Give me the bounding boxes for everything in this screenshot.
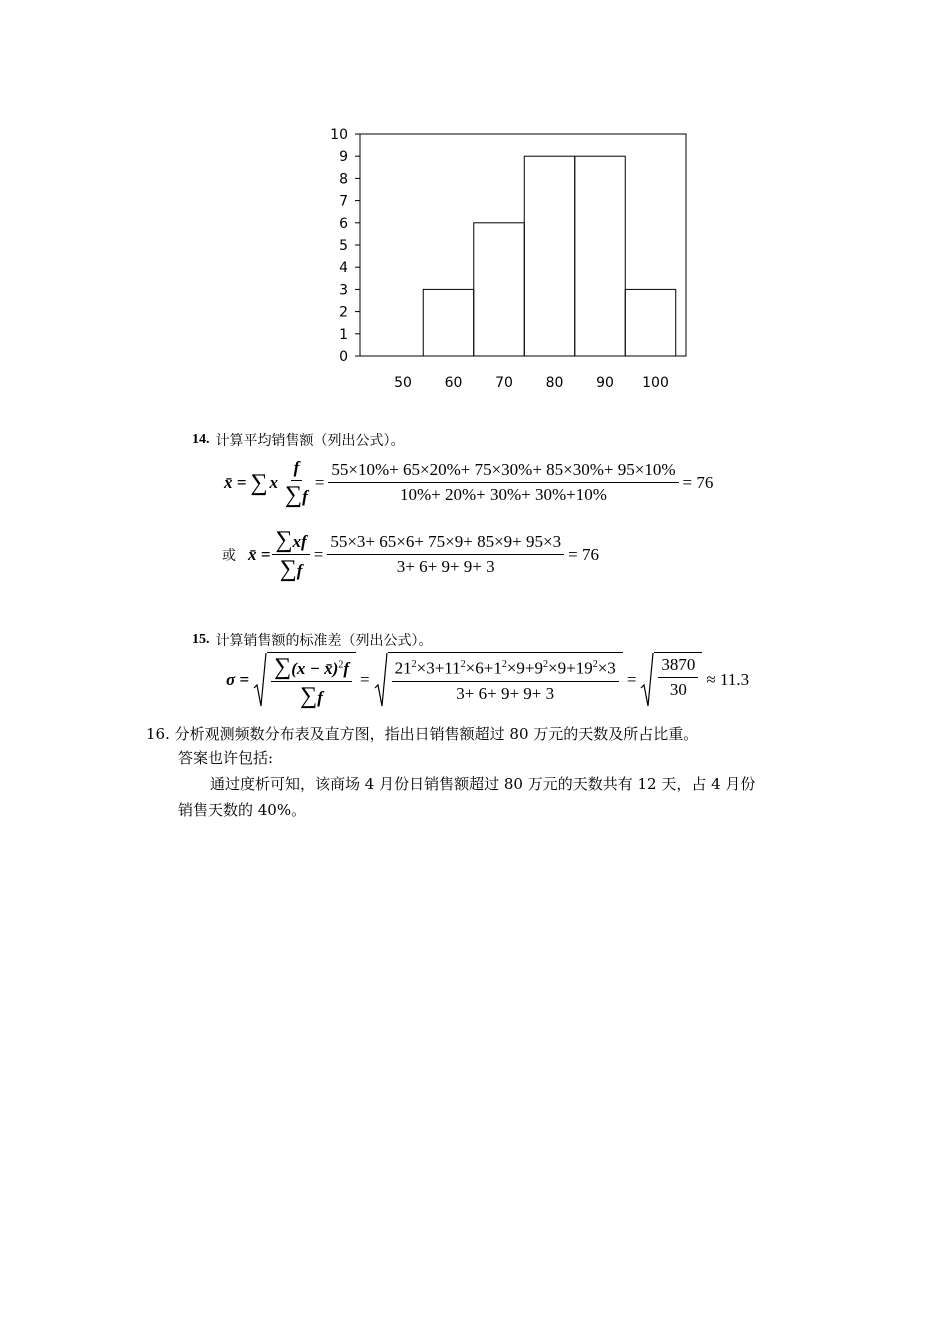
sum-symbol: ∑ xyxy=(279,556,297,582)
weight-fraction xyxy=(282,458,311,507)
variable-x: x xyxy=(269,472,279,492)
histogram-chart xyxy=(320,122,700,402)
mean-fraction-counts xyxy=(327,532,564,577)
y-tick-label: 6 xyxy=(339,215,348,232)
sum-symbol: ∑ xyxy=(275,527,293,553)
fraction-denominator: 3+ 6+ 9+ 9+ 3 xyxy=(456,683,555,703)
radical-sign xyxy=(374,652,388,708)
sum-symbol: ∑ xyxy=(285,482,303,508)
fraction-numerator: 55×10%+ 65×20%+ 75×30%+ 85×30%+ 95×10% xyxy=(328,460,678,483)
mean-formula-1: x̄ = ∑ x $\frac{f}{\sum f}$ = $\frac{55\times 10\%+ 65\times 20\%+ 75\times 30\%+ 85\times 30\%+ 95\times 10\%}{10\%+ 20\%+ 30\%+ 30\%+10\%}$ = 76 xyxy=(224,458,714,508)
question-text: 计算销售额的标准差（列出公式）。 xyxy=(215,633,433,649)
weighted-fraction-symbolic xyxy=(272,528,309,581)
mean-lhs: x̄ = xyxy=(224,472,247,492)
exponent: 2 xyxy=(338,659,344,671)
variable-f: f xyxy=(302,487,308,506)
variable-f: f xyxy=(296,561,303,580)
variable-f: f xyxy=(343,659,350,678)
fraction-numerator: 55×3+ 65×6+ 75×9+ 85×9+ 95×3 xyxy=(327,532,564,555)
radical-sign xyxy=(253,652,267,708)
fraction-numerator: $21^2\times 3+11^2\times 6+1^2\times 9+9^2\times 9+19^2\times 3$ xyxy=(392,655,619,682)
y-tick-label: 2 xyxy=(339,304,348,321)
equals: = xyxy=(626,670,637,689)
variable-f: f xyxy=(317,688,323,707)
x-tick-label: 70 xyxy=(495,375,513,391)
deviation-expr: (x − x̄) xyxy=(291,659,339,678)
y-tick-label: 3 xyxy=(339,282,348,299)
histogram-bar xyxy=(524,156,575,356)
fraction-denominator: 10%+ 20%+ 30%+ 30%+10% xyxy=(400,485,607,504)
fraction-numerator: f xyxy=(291,458,303,481)
x-tick-label: 80 xyxy=(545,375,564,391)
radical-sign xyxy=(640,652,654,708)
question-number: 15. xyxy=(192,632,210,647)
histogram-bar xyxy=(474,223,525,356)
x-tick-label: 50 xyxy=(394,375,412,391)
question-15 xyxy=(192,630,433,650)
y-tick-label: 7 xyxy=(339,193,348,210)
y-tick-label: 10 xyxy=(330,127,348,143)
mean-result: = 76 xyxy=(568,544,599,564)
mean-fraction-percent xyxy=(328,460,678,505)
fraction-denominator: 3+ 6+ 9+ 9+ 3 xyxy=(396,557,495,576)
x-tick-label: 60 xyxy=(444,375,463,391)
answer-line-1: 通过度析可知，该商场 4 月份日销售额超过 80 万元的天数共有 12 天，占 4 月份 xyxy=(210,775,756,793)
sqrt-simplified xyxy=(640,652,702,708)
sigma-lhs: σ = xyxy=(226,670,250,689)
question-text: 计算平均销售额（列出公式）。 xyxy=(215,433,405,449)
x-tick-label: 90 xyxy=(596,375,614,391)
histogram-bar xyxy=(625,289,676,356)
x-tick-label: 100 xyxy=(642,375,669,391)
question-14 xyxy=(192,430,405,450)
y-tick-label: 8 xyxy=(339,171,348,188)
sqrt-symbolic xyxy=(253,652,356,708)
histogram-bar xyxy=(575,156,626,356)
mean-lhs: x̄ = xyxy=(248,544,271,564)
y-tick-label: 0 xyxy=(339,349,348,365)
variable-xf: xf xyxy=(292,532,307,551)
y-tick-label: 1 xyxy=(339,326,348,343)
y-tick-label: 9 xyxy=(339,149,348,166)
equals: = xyxy=(360,670,370,689)
sum-symbol: ∑ xyxy=(250,469,268,496)
sum-symbol: ∑ xyxy=(300,683,318,709)
plot-frame xyxy=(360,134,686,356)
stddev-formula xyxy=(226,652,749,708)
question-16 xyxy=(146,722,698,746)
fraction-numerator: 3870 xyxy=(658,655,698,678)
mean-formula-2: 或 x̄ = $\frac{\sum xf}{\sum f}$ = $\frac{55\times 3+ 65\times 6+ 75\times 9+ 85\times 9+ 95\times 3}{3+ 6+ 9+ 9+ 3}$ = 76 xyxy=(222,527,599,582)
y-tick-label: 4 xyxy=(339,260,348,277)
mean-result: = 76 xyxy=(682,472,714,492)
sum-symbol: ∑ xyxy=(274,654,292,680)
sqrt-numeric xyxy=(374,652,623,708)
stddev-result: ≈ 11.3 xyxy=(706,670,750,689)
y-tick-label: 5 xyxy=(339,238,348,254)
question-number: 14. xyxy=(192,432,210,447)
histogram-bar xyxy=(423,289,474,356)
question-text: 分析观测频数分布表及直方图，指出日销售额超过 80 万元的天数及所占比重。 xyxy=(174,725,699,743)
answer-label: 答案也许包括: xyxy=(178,749,274,767)
fraction-denominator: 30 xyxy=(669,680,687,699)
or-label: 或 xyxy=(222,547,236,564)
question-number: 16. xyxy=(146,725,170,743)
answer-line-2: 销售天数的 40%。 xyxy=(178,801,307,819)
